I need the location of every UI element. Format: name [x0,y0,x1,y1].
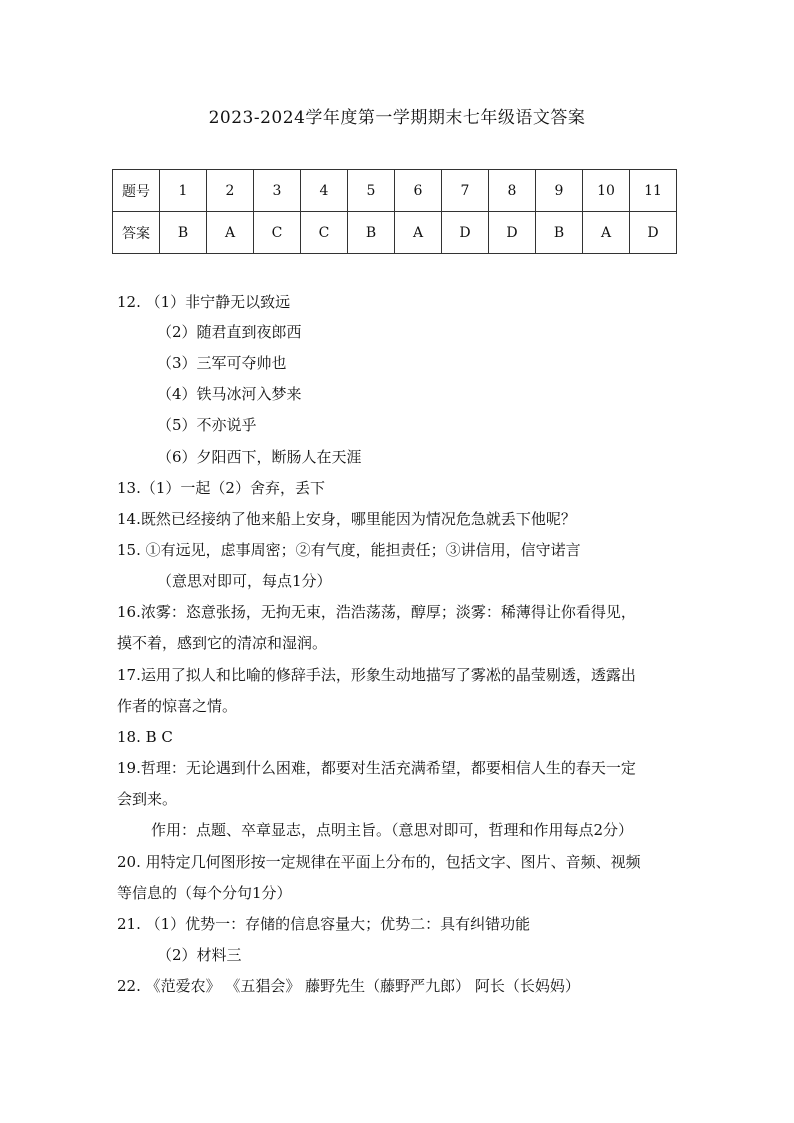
question-number: 8 [489,170,536,212]
question-number: 2 [207,170,254,212]
question-number: 6 [395,170,442,212]
answer-line: 19.哲理：无论遇到什么困难，都要对生活充满希望，都要相信人生的春天一定 [117,759,636,777]
question-number: 10 [583,170,630,212]
answer-line: 14.既然已经接纳了他来船上安身，哪里能因为情况危急就丢下他呢？ [117,510,576,528]
table-row-numbers [113,170,677,212]
row-label-number: 题号 [113,170,160,212]
answer-cell: B [160,212,207,254]
answer-table [112,169,677,254]
question-number: 9 [536,170,583,212]
answer-line: 等信息的（每个分句1分） [117,884,292,902]
answer-cell: A [207,212,254,254]
answer-cell: B [348,212,395,254]
answer-cell: A [395,212,442,254]
question-number: 5 [348,170,395,212]
answer-cell: B [536,212,583,254]
question-number: 7 [442,170,489,212]
answer-line: 12. （1）非宁静无以致远 [117,293,291,311]
answer-line: （5）不亦说乎 [157,416,257,434]
question-number: 4 [301,170,348,212]
answer-line: 15. ①有远见，虑事周密；②有气度，能担责任；③讲信用，信守诺言 [117,541,581,559]
answer-line: 会到来。 [117,790,178,808]
answer-line: 20. 用特定几何图形按一定规律在平面上分布的，包括文字、图片、音频、视频 [117,853,641,871]
answer-line: （意思对即可，每点1分） [157,572,332,590]
answer-line: 17.运用了拟人和比喻的修辞手法，形象生动地描写了雾凇的晶莹剔透，透露出 [117,666,636,684]
question-number: 11 [630,170,677,212]
answer-line: （6）夕阳西下，断肠人在天涯 [157,448,362,466]
table-row-answers [113,212,677,254]
answer-line: 作者的惊喜之情。 [117,697,238,715]
answer-line: 18. B C [117,728,173,746]
answer-line: （4）铁马冰河入梦来 [157,385,302,403]
row-label-answer: 答案 [113,212,160,254]
answer-line: （2）随君直到夜郎西 [157,323,302,341]
answer-line: 13.（1）一起（2）舍弃，丢下 [117,479,325,497]
page-title: 2023-2024学年度第一学期期末七年级语文答案 [208,108,586,128]
answer-cell: C [301,212,348,254]
answer-cell: D [489,212,536,254]
answer-line: 22. 《范爱农》 《五猖会》 藤野先生（藤野严九郎） 阿长（长妈妈） [117,977,580,995]
answer-line: 作用：点题、卒章显志，点明主旨。（意思对即可，哲理和作用每点2分） [151,821,634,839]
answer-cell: A [583,212,630,254]
answer-line: 21. （1）优势一：存储的信息容量大；优势二：具有纠错功能 [117,915,531,933]
answer-cell: D [442,212,489,254]
answer-line: （2）材料三 [157,946,242,964]
question-number: 3 [254,170,301,212]
answer-line: 16.浓雾：恣意张扬，无拘无束，浩浩荡荡，醇厚；淡雾：稀薄得让你看得见， [117,603,636,621]
answer-cell: D [630,212,677,254]
answer-line: 摸不着，感到它的清凉和湿润。 [117,634,328,652]
question-number: 1 [160,170,207,212]
answer-cell: C [254,212,301,254]
answer-line: （3）三军可夺帅也 [157,354,287,372]
